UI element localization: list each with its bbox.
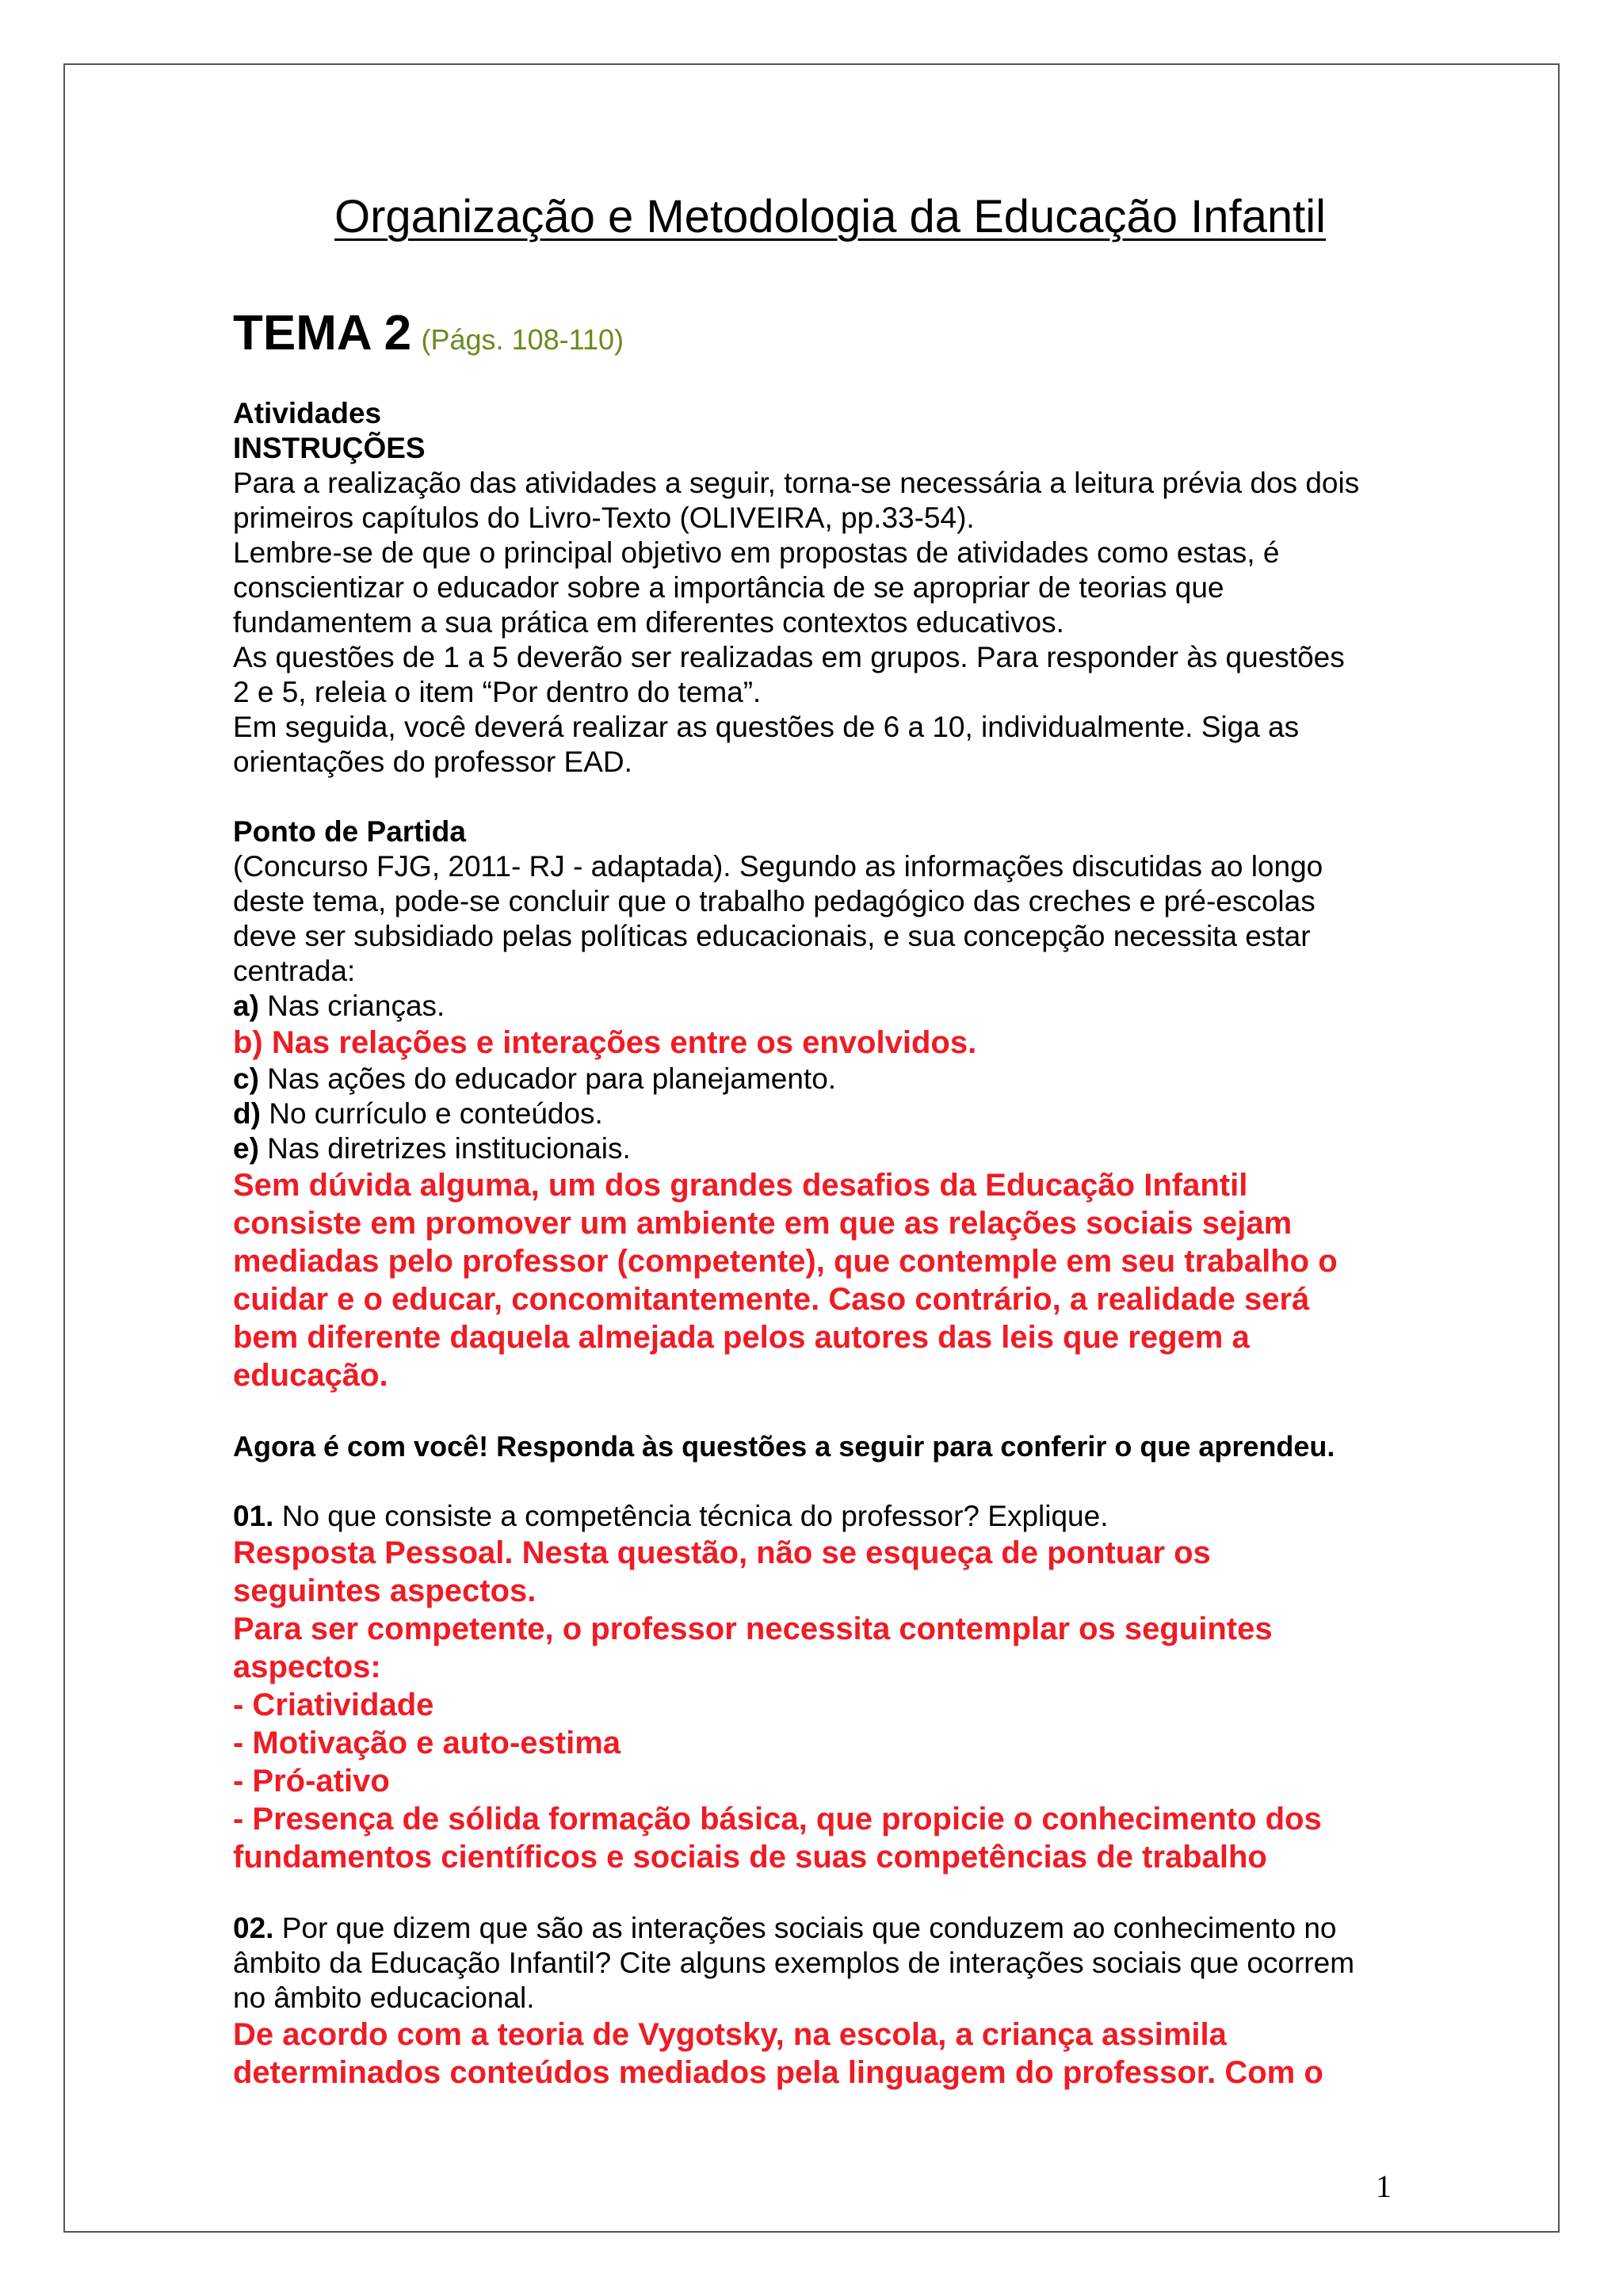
activities-heading: Atividades: [233, 397, 382, 429]
instructions-line: conscientizar o educador sobre a importância de se apropriar de teorias que: [233, 571, 1224, 604]
answer-line: mediadas pelo professor (competente), que contemple em seu trabalho o: [233, 1244, 1338, 1279]
starting-point-line: centrada:: [233, 955, 356, 987]
instructions-line: fundamentem a sua prática em diferentes contextos educativos.: [233, 606, 1064, 639]
answer-line: De acordo com a teoria de Vygotsky, na escola, a criança assimila: [233, 2017, 1227, 2052]
answer-line: determinados conteúdos mediados pela linguagem do professor. Com o: [233, 2055, 1323, 2090]
document-body: [233, 396, 1406, 2092]
instructions-line: Para a realização das atividades a seguir, torna-se necessária a leitura prévia dos dois: [233, 467, 1360, 499]
theme-title: TEMA 2: [233, 306, 412, 360]
option-d: d) No currículo e conteúdos.: [233, 1097, 603, 1130]
question-2-line: âmbito da Educação Infantil? Cite alguns exemplos de interações sociais que ocorrem: [233, 1947, 1355, 1979]
starting-point-line: deste tema, pode-se concluir que o trabalho pedagógico das creches e pré-escolas: [233, 885, 1316, 917]
answer-line: - Criatividade: [233, 1688, 434, 1722]
theme-heading: [233, 305, 624, 361]
answer-line: fundamentos científicos e sociais de suas competências de trabalho: [233, 1840, 1267, 1875]
page-title: Organização e Metodologia da Educação Infantil: [334, 191, 1327, 242]
instructions-line: Lembre-se de que o principal objetivo em propostas de atividades como estas, é: [233, 536, 1280, 569]
option-e: e) Nas diretrizes institucionais.: [233, 1132, 631, 1165]
option-a: a) Nas crianças.: [233, 990, 445, 1022]
answer-line: Resposta Pessoal. Nesta questão, não se esqueça de pontuar os: [233, 1535, 1211, 1570]
question-1: 01. No que consiste a competência técnica do professor? Explique.: [233, 1500, 1109, 1532]
answer-line: educação.: [233, 1358, 388, 1393]
answer-line: Sem dúvida alguma, um dos grandes desafios da Educação Infantil: [233, 1168, 1248, 1203]
answer-line: aspectos:: [233, 1650, 381, 1684]
question-2: 02. Por que dizem que são as interações sociais que conduzem ao conhecimento no: [233, 1912, 1337, 1944]
exercise-prompt: Agora é com você! Responda às questões a seguir para conferir o que aprendeu.: [233, 1430, 1335, 1463]
answer-line: cuidar e o educar, concomitantemente. Caso contrário, a realidade será: [233, 1282, 1310, 1317]
starting-point-line: (Concurso FJG, 2011- RJ - adaptada). Segundo as informações discutidas ao longo: [233, 850, 1323, 883]
answer-line: Para ser competente, o professor necessita contemplar os seguintes: [233, 1611, 1273, 1646]
option-c: c) Nas ações do educador para planejamento.: [233, 1062, 837, 1095]
answer-line: - Pró-ativo: [233, 1764, 390, 1798]
answer-line: - Presença de sólida formação básica, que propicie o conhecimento dos: [233, 1802, 1322, 1836]
answer-line: bem diferente daquela almejada pelos autores das leis que regem a: [233, 1320, 1250, 1355]
answer-line: - Motivação e auto-estima: [233, 1726, 621, 1760]
answer-line: seguintes aspectos.: [233, 1573, 537, 1608]
page-number: 1: [1376, 2168, 1392, 2204]
theme-pages-reference: (Págs. 108-110): [421, 323, 624, 356]
starting-point-line: deve ser subsidiado pelas políticas educacionais, e sua concepção necessita estar: [233, 920, 1311, 952]
instructions-line: 2 e 5, releia o item “Por dentro do tema”.: [233, 676, 762, 708]
option-b-correct: b) Nas relações e interações entre os envolvidos.: [233, 1025, 977, 1060]
question-2-line: no âmbito educacional.: [233, 1981, 535, 2014]
instructions-line: primeiros capítulos do Livro-Texto (OLIVEIRA, pp.33-54).: [233, 502, 975, 534]
instructions-line: Em seguida, você deverá realizar as questões de 6 a 10, individualmente. Siga as: [233, 711, 1300, 743]
starting-point-heading: Ponto de Partida: [233, 815, 466, 848]
instructions-line: orientações do professor EAD.: [233, 746, 632, 778]
answer-line: consiste em promover um ambiente em que as relações sociais sejam: [233, 1206, 1293, 1241]
instructions-heading: INSTRUÇÕES: [233, 432, 426, 464]
instructions-line: As questões de 1 a 5 deverão ser realizadas em grupos. Para responder às questões: [233, 641, 1345, 673]
